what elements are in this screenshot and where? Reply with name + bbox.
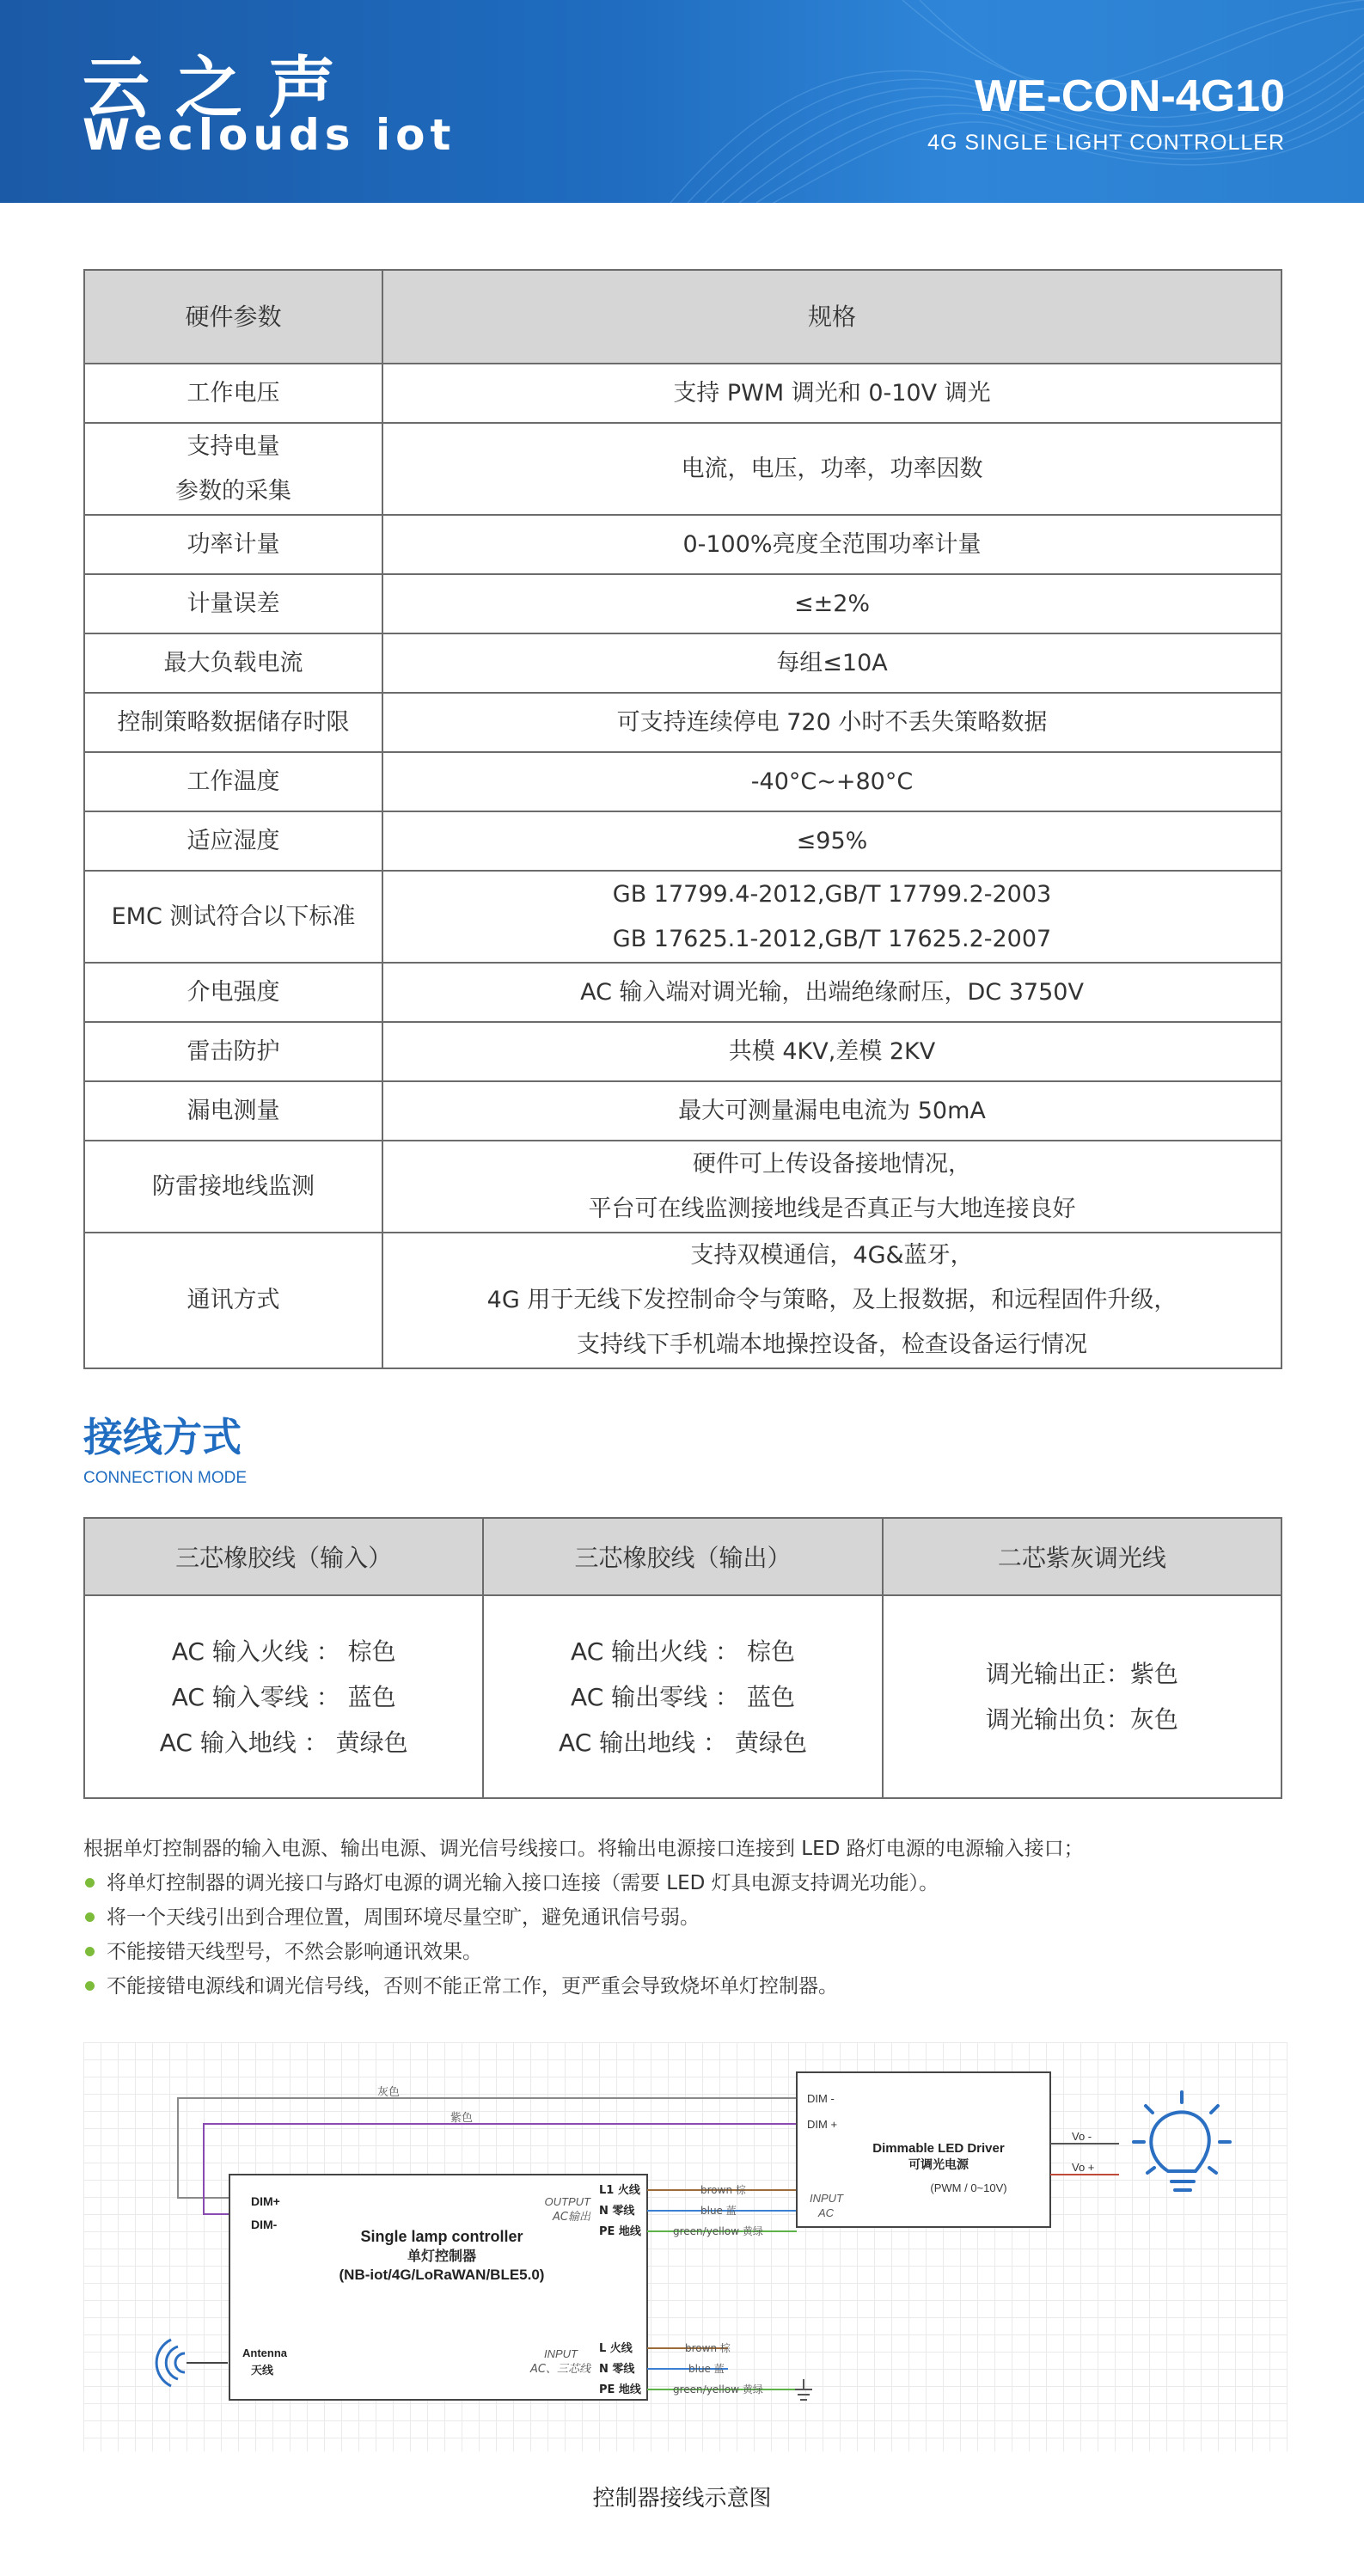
pe-terminal-out: PE 地线: [599, 2225, 641, 2238]
list-item: [83, 1935, 1084, 1969]
wiring-diagram-svg: [83, 2042, 1288, 2451]
table-row: [84, 871, 1281, 963]
list-item: [83, 1900, 1084, 1935]
wiring-cell-output: [483, 1595, 882, 1798]
driver-input-ac: AC: [818, 2206, 835, 2219]
wiring-table: [83, 1517, 1282, 1799]
spec-value: [382, 1141, 1281, 1233]
spec-key: 适应湿度: [84, 811, 382, 871]
purple-wire-label: 紫色: [450, 2111, 474, 2124]
spec-key: 漏电测量: [84, 1081, 382, 1141]
spec-value-line: 平台可在线监测接地线是否真正与大地连接良好: [588, 1195, 1076, 1222]
spec-value: [382, 871, 1281, 963]
antenna-label: Antenna: [242, 2347, 287, 2359]
spec-value: 0-100%亮度全范围功率计量: [382, 515, 1281, 574]
vo-plus-label: Vo +: [1072, 2161, 1095, 2174]
table-row: [84, 811, 1281, 871]
wiring-header-row: [84, 1518, 1281, 1595]
wire-line: AC 输出零线 ： 蓝色: [571, 1682, 795, 1711]
wiring-header: 二芯紫灰调光线: [883, 1518, 1281, 1595]
list-item-text: 将单灯控制器的调光接口与路灯电源的调光输入接口连接（需要 LED 灯具电源支持调光功能）。: [107, 1872, 939, 1894]
spec-table: [83, 269, 1282, 1369]
spec-value: 共模 4KV,差模 2KV: [382, 1022, 1281, 1081]
wiring-cell-input: [84, 1595, 483, 1798]
table-row: [84, 574, 1281, 633]
l1-terminal: L1 火线: [599, 2184, 640, 2197]
table-row: [84, 1081, 1281, 1141]
wire-line: AC 输出地线 ： 黄绿色: [559, 1728, 807, 1757]
list-item-text: 将一个天线引出到合理位置，周围环境尽量空旷，避免通讯信号弱。: [107, 1906, 700, 1929]
spec-value: -40°C~+80°C: [382, 752, 1281, 811]
spec-value: 可支持连续停电 720 小时不丢失策略数据: [382, 693, 1281, 752]
wiring-header: 三芯橡胶线（输入）: [84, 1518, 483, 1595]
spec-key-line: 支持电量: [187, 432, 280, 460]
l-terminal: L 火线: [599, 2342, 633, 2355]
table-row: [84, 423, 1281, 515]
list-item: [83, 1866, 1084, 1900]
driver-dim-minus: DIM -: [807, 2092, 835, 2105]
vo-minus-label: Vo -: [1072, 2130, 1092, 2143]
spec-value: 每组≤10A: [382, 633, 1281, 693]
spec-key: 介电强度: [84, 963, 382, 1022]
spec-key: 计量误差: [84, 574, 382, 633]
driver-subtitle: (PWM / 0~10V): [930, 2181, 1007, 2194]
spec-key: 最大负载电流: [84, 633, 382, 693]
brown-wire-label: brown 棕: [700, 2184, 746, 2196]
greenyellow-wire-label: green/yellow 黄绿: [673, 2225, 763, 2237]
driver-dim-plus: DIM +: [807, 2118, 838, 2131]
wiring-header: 三芯橡胶线（输出）: [483, 1518, 882, 1595]
antenna-icon: [156, 2340, 228, 2386]
gray-wire-label: 灰色: [376, 2085, 401, 2098]
driver-input-label: INPUT: [810, 2192, 843, 2205]
spec-value: 电流，电压，功率，功率因数: [382, 423, 1281, 515]
table-row: [84, 515, 1281, 574]
n-terminal-out: N 零线: [599, 2205, 635, 2218]
wire-line: AC 输入地线 ： 黄绿色: [159, 1728, 408, 1757]
spec-key: 雷击防护: [84, 1022, 382, 1081]
spec-value-line: 硬件可上传设备接地情况，: [693, 1150, 971, 1178]
table-row: [84, 364, 1281, 423]
table-row: [84, 1595, 1281, 1798]
dim-plus-label: DIM+: [251, 2194, 280, 2208]
spec-value-line: GB 17799.4-2012,GB/T 17799.2-2003: [612, 880, 1052, 908]
bullet-icon: [85, 1981, 95, 1991]
section-title: 接线方式: [83, 1414, 242, 1460]
table-row: [84, 1233, 1281, 1368]
ground-icon: [795, 2379, 812, 2400]
wire-line: 调光输出正：紫色: [985, 1660, 1178, 1688]
spec-value: [382, 1233, 1281, 1368]
spec-key: 防雷接地线监测: [84, 1141, 382, 1233]
blue-wire-label: blue 蓝: [700, 2205, 737, 2217]
table-row: [84, 1141, 1281, 1233]
wire-line: AC 输入零线 ： 蓝色: [171, 1682, 396, 1711]
brown-wire-in-label: brown 棕: [685, 2342, 731, 2354]
spec-key-line: 参数的采集: [175, 477, 291, 505]
spec-key: 控制策略数据储存时限: [84, 693, 382, 752]
controller-subtitle: (NB-iot/4G/LoRaWAN/BLE5.0): [339, 2267, 545, 2283]
output-label-cn: AC输出: [553, 2211, 590, 2224]
controller-title-cn: 单灯控制器: [407, 2248, 477, 2264]
light-bulb-icon: [1134, 2092, 1230, 2190]
wiring-diagram: [83, 2042, 1288, 2451]
spec-key: EMC 测试符合以下标准: [84, 871, 382, 963]
spec-value: 最大可测量漏电电流为 50mA: [382, 1081, 1281, 1141]
diagram-caption: 控制器接线示意图: [592, 2486, 772, 2512]
wire-line: 调光输出负：灰色: [985, 1705, 1178, 1734]
model-number: WE-CON-4G10: [974, 71, 1285, 121]
logo-english: Weclouds iot: [83, 110, 456, 160]
spec-value-line: 支持线下手机端本地操控设备，检查设备运行情况: [577, 1331, 1087, 1358]
list-item: [83, 1969, 1084, 2004]
spec-header-spec: 规格: [382, 270, 1281, 364]
spec-value-line: 支持双模通信，4G&蓝牙，: [690, 1242, 974, 1269]
input-label-cn: AC、三芯线: [530, 2363, 590, 2376]
controller-title: Single lamp controller: [360, 2228, 523, 2245]
spec-key: 通讯方式: [84, 1233, 382, 1368]
antenna-label-cn: 天线: [251, 2365, 274, 2377]
spec-header-param: 硬件参数: [84, 270, 382, 364]
list-item-text: 不能接错天线型号，不然会影响通讯效果。: [107, 1941, 482, 1963]
spec-value-line: GB 17625.1-2012,GB/T 17625.2-2007: [612, 925, 1052, 952]
bullet-icon: [85, 1878, 95, 1888]
spec-value: 支持 PWM 调光和 0-10V 调光: [382, 364, 1281, 423]
section-subtitle: CONNECTION MODE: [83, 1469, 247, 1487]
wiring-cell-dimming: [883, 1595, 1281, 1798]
list-item-text: 不能接错电源线和调光信号线，否则不能正常工作，更严重会导致烧坏单灯控制器。: [107, 1975, 838, 1998]
wire-line: AC 输入火线 ： 棕色: [171, 1637, 396, 1666]
driver-title-cn: 可调光电源: [908, 2158, 969, 2172]
wire-line: AC 输出火线 ： 棕色: [571, 1637, 795, 1666]
spec-key: [84, 423, 382, 515]
spec-value: ≤±2%: [382, 574, 1281, 633]
bullet-icon: [85, 1947, 95, 1956]
logo-chinese: 云之声: [83, 50, 362, 127]
spec-key: 功率计量: [84, 515, 382, 574]
product-subtitle: 4G SINGLE LIGHT CONTROLLER: [927, 131, 1285, 155]
dim-minus-label: DIM-: [251, 2218, 278, 2231]
spec-header-row: [84, 270, 1281, 364]
bullet-icon: [85, 1912, 95, 1922]
spec-value: ≤95%: [382, 811, 1281, 871]
spec-key: 工作电压: [84, 364, 382, 423]
wiring-notes: [83, 1832, 1084, 2004]
pe-terminal-in: PE 地线: [599, 2383, 641, 2396]
spec-value: AC 输入端对调光输，出端绝缘耐压，DC 3750V: [382, 963, 1281, 1022]
n-terminal-in: N 零线: [599, 2363, 635, 2376]
table-row: [84, 1022, 1281, 1081]
spec-value-line: 4G 用于无线下发控制命令与策略，及上报数据，和远程固件升级，: [486, 1287, 1177, 1313]
notes-intro: 根据单灯控制器的输入电源、输出电源、调光信号线接口。将输出电源接口连接到 LED 路灯电源的电源输入接口；: [83, 1838, 1084, 1860]
blue-wire-in-label: blue 蓝: [688, 2363, 725, 2375]
spec-key: 工作温度: [84, 752, 382, 811]
table-row: [84, 963, 1281, 1022]
input-label: INPUT: [544, 2347, 578, 2360]
driver-title: Dimmable LED Driver: [872, 2141, 1005, 2156]
greenyellow-wire-in-label: green/yellow 黄绿: [673, 2383, 763, 2395]
table-row: [84, 633, 1281, 693]
output-label: OUTPUT: [544, 2195, 590, 2208]
header-banner: [0, 0, 1364, 203]
table-row: [84, 693, 1281, 752]
table-row: [84, 752, 1281, 811]
